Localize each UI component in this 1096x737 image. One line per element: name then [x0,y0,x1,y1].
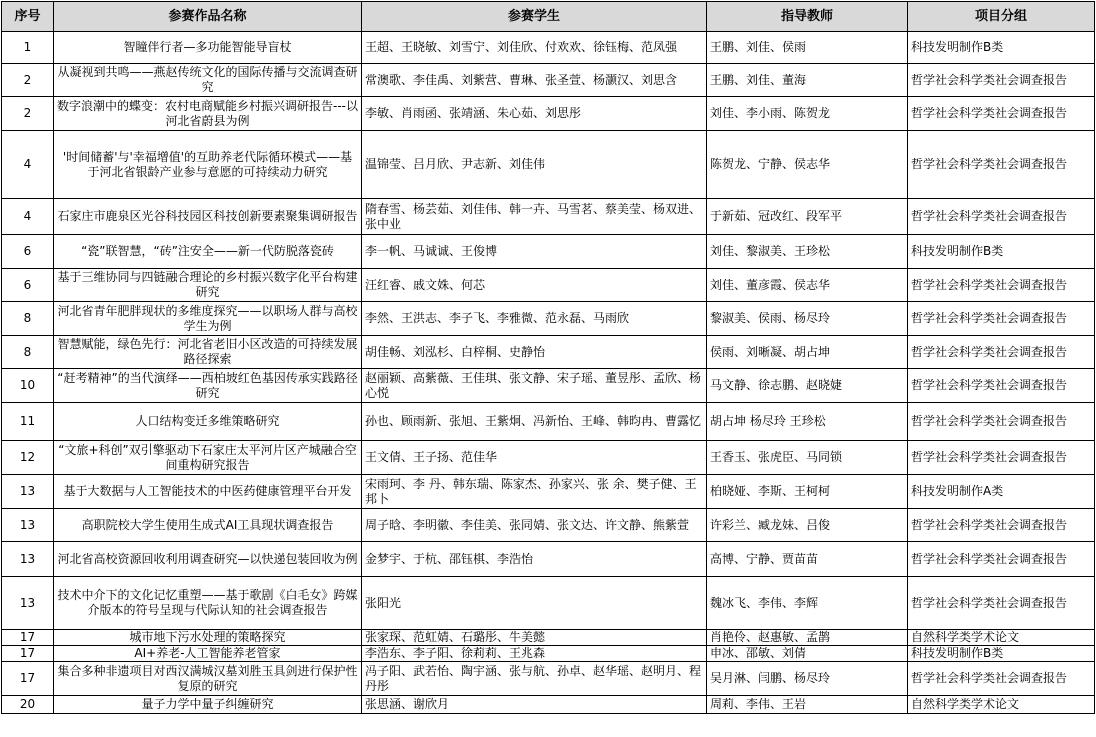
row-group: 自然科学类学术论文 [908,630,1095,646]
header-students: 参赛学生 [362,2,707,32]
row-students: 李敏、肖雨函、张靖涵、朱心茹、刘思彤 [362,97,707,131]
row-students: 李一帆、马诚诚、王俊博 [362,235,707,269]
row-teachers: 侯雨、刘晰凝、胡占坤 [707,336,908,369]
table-row [2,199,1095,235]
row-title: 河北省青年肥胖现状的多维度探究——以职场人群与高校学生为例 [54,302,362,336]
row-no: 17 [2,662,54,696]
row-teachers: 于新茹、冠改红、段军平 [707,199,908,235]
table-row [2,336,1095,369]
row-group: 哲学社会科学类社会调查报告 [908,542,1095,577]
row-no: 4 [2,131,54,199]
row-no: 20 [2,696,54,714]
table-row [2,662,1095,696]
row-students: 隋春雪、杨芸茹、刘佳伟、韩一卉、马雪茗、蔡美莹、杨双进、张中业 [362,199,707,235]
row-no: 12 [2,441,54,475]
row-title: 量子力学中量子纠缠研究 [54,696,362,714]
header-teachers: 指导教师 [707,2,908,32]
row-no: 13 [2,475,54,509]
table-row [2,235,1095,269]
row-title: 从凝视到共鸣——燕赵传统文化的国际传播与交流调查研究 [54,64,362,97]
header-row [2,2,1095,32]
row-group: 哲学社会科学类社会调查报告 [908,131,1095,199]
row-group: 科技发明制作B类 [908,235,1095,269]
row-students: 张家琛、范虹婧、石璐彤、牛美懿 [362,630,707,646]
row-students: 周子晗、李明徽、李佳美、张同婧、张文达、许文静、熊紫萱 [362,509,707,542]
row-students: 赵丽颖、高紫薇、王佳琪、张文静、宋子瑶、董昱彤、孟欣、杨心悦 [362,369,707,403]
row-no: 4 [2,199,54,235]
row-teachers: 黎淑美、侯雨、杨尽玲 [707,302,908,336]
row-students: 张思涵、谢欣月 [362,696,707,714]
row-group: 哲学社会科学类社会调查报告 [908,662,1095,696]
row-group: 哲学社会科学类社会调查报告 [908,199,1095,235]
row-no: 6 [2,235,54,269]
row-teachers: 刘佳、李小雨、陈贺龙 [707,97,908,131]
table-row [2,369,1095,403]
table-row [2,131,1095,199]
row-teachers: 刘佳、董彦霞、侯志华 [707,269,908,302]
row-no: 13 [2,509,54,542]
row-group: 哲学社会科学类社会调查报告 [908,336,1095,369]
table-row [2,630,1095,646]
row-title: 石家庄市鹿泉区光谷科技园区科技创新要素聚集调研报告 [54,199,362,235]
row-title: 基于大数据与人工智能技术的中医药健康管理平台开发 [54,475,362,509]
row-teachers: 陈贺龙、宁静、侯志华 [707,131,908,199]
table-row [2,646,1095,662]
row-no: 6 [2,269,54,302]
row-group: 哲学社会科学类社会调查报告 [908,97,1095,131]
results-table [1,1,1095,714]
row-title: 河北省高校资源回收利用调查研究—以快递包装回收为例 [54,542,362,577]
row-group: 科技发明制作A类 [908,475,1095,509]
table-row [2,269,1095,302]
row-group: 哲学社会科学类社会调查报告 [908,403,1095,441]
row-teachers: 王鹏、刘佳、侯雨 [707,32,908,64]
row-students: 王文倩、王子扬、范佳华 [362,441,707,475]
row-no: 1 [2,32,54,64]
row-students: 张阳光 [362,577,707,630]
row-no: 2 [2,64,54,97]
row-no: 13 [2,577,54,630]
row-title: 人口结构变迁多维策略研究 [54,403,362,441]
row-students: 汪红睿、戚文姝、何芯 [362,269,707,302]
row-no: 2 [2,97,54,131]
row-no: 17 [2,630,54,646]
row-teachers: 魏冰飞、李伟、李辉 [707,577,908,630]
table-row [2,542,1095,577]
row-teachers: 高博、宁静、贾苗苗 [707,542,908,577]
row-no: 8 [2,302,54,336]
row-no: 17 [2,646,54,662]
row-title: 集合多种非遗项目对西汉满城汉墓刘胜玉具剑进行保护性复原的研究 [54,662,362,696]
table-row [2,97,1095,131]
table-row [2,441,1095,475]
row-title: 高职院校大学生使用生成式AI工具现状调查报告 [54,509,362,542]
row-students: 胡佳畅、刘泓杉、白梓桐、史静怡 [362,336,707,369]
row-students: 李浩东、李子阳、徐莉莉、王兆森 [362,646,707,662]
row-group: 哲学社会科学类社会调查报告 [908,441,1095,475]
header-group: 项目分组 [908,2,1095,32]
table-row [2,509,1095,542]
row-group: 科技发明制作B类 [908,32,1095,64]
table-row [2,403,1095,441]
row-title: 智慧赋能，绿色先行：河北省老旧小区改造的可持续发展路径探索 [54,336,362,369]
row-group: 哲学社会科学类社会调查报告 [908,302,1095,336]
row-students: 冯子阳、武若怡、陶宇涵、张与航、孙卓、赵华瑶、赵明月、程丹彤 [362,662,707,696]
row-group: 哲学社会科学类社会调查报告 [908,64,1095,97]
row-teachers: 柏晓娅、李斯、王柯柯 [707,475,908,509]
header-no: 序号 [2,2,54,32]
row-group: 哲学社会科学类社会调查报告 [908,369,1095,403]
row-teachers: 王香玉、张虎臣、马同锁 [707,441,908,475]
row-title: '时间储蓄'与'幸福增值'的互助养老代际循环模式——基于河北省银龄产业参与意愿的可持续动力研究 [54,131,362,199]
row-group: 自然科学类学术论文 [908,696,1095,714]
row-no: 8 [2,336,54,369]
row-title: “文旅+科创”双引擎驱动下石家庄太平河片区产城融合空间重构研究报告 [54,441,362,475]
row-students: 温锦莹、吕月欣、尹志新、刘佳伟 [362,131,707,199]
row-teachers: 吴月淋、闫鹏、杨尽玲 [707,662,908,696]
row-students: 王超、王晓敏、刘雪宁、刘佳欣、付欢欢、徐钰梅、范凤强 [362,32,707,64]
row-teachers: 王鹏、刘佳、董海 [707,64,908,97]
row-title: 基于三维协同与四链融合理论的乡村振兴数字化平台构建研究 [54,269,362,302]
row-students: 李然、王洪志、李子飞、李雅微、范永磊、马雨欣 [362,302,707,336]
row-students: 常澳歌、李佳禹、刘紫营、曹琳、张圣萱、杨灏汉、刘思含 [362,64,707,97]
row-teachers: 刘佳、黎淑美、王珍松 [707,235,908,269]
row-teachers: 肖艳伶、赵惠敏、孟鹊 [707,630,908,646]
row-students: 孙也、顾雨新、张旭、王紫炯、冯新怡、王峰、韩昀冉、曹露忆 [362,403,707,441]
row-students: 宋雨珂、李 丹、韩东瑞、陈家杰、孙家兴、张 余、樊子健、王邦卜 [362,475,707,509]
table-row [2,696,1095,714]
row-no: 11 [2,403,54,441]
table-row [2,32,1095,64]
row-title: AI+养老-人工智能养老管家 [54,646,362,662]
row-no: 13 [2,542,54,577]
table-row [2,302,1095,336]
row-group: 哲学社会科学类社会调查报告 [908,269,1095,302]
row-title: 智瞳伴行者—多功能智能导盲杖 [54,32,362,64]
table-row [2,577,1095,630]
row-group: 科技发明制作B类 [908,646,1095,662]
row-teachers: 申冰、邵敏、刘倩 [707,646,908,662]
row-teachers: 胡占坤 杨尽玲 王珍松 [707,403,908,441]
row-teachers: 马文静、徐志鹏、赵晓婕 [707,369,908,403]
row-teachers: 许彩兰、臧龙妹、吕俊 [707,509,908,542]
table-row [2,64,1095,97]
table-body [2,32,1095,714]
row-title: “赶考精神”的当代演绎——西柏坡红色基因传承实践路径研究 [54,369,362,403]
row-teachers: 周莉、李伟、王岩 [707,696,908,714]
row-group: 哲学社会科学类社会调查报告 [908,509,1095,542]
row-title: “瓷”联智慧，“砖”注安全——新一代防脱落瓷砖 [54,235,362,269]
row-title: 城市地下污水处理的策略探究 [54,630,362,646]
row-title: 技术中介下的文化记忆重塑——基于歌剧《白毛女》跨媒介版本的符号呈现与代际认知的社会调查报告 [54,577,362,630]
row-students: 金梦宇、于杭、邵钰棋、李浩怡 [362,542,707,577]
table-row [2,475,1095,509]
row-group: 哲学社会科学类社会调查报告 [908,577,1095,630]
row-title: 数字浪潮中的蝶变：农村电商赋能乡村振兴调研报告---以河北省蔚县为例 [54,97,362,131]
header-title: 参赛作品名称 [54,2,362,32]
row-no: 10 [2,369,54,403]
